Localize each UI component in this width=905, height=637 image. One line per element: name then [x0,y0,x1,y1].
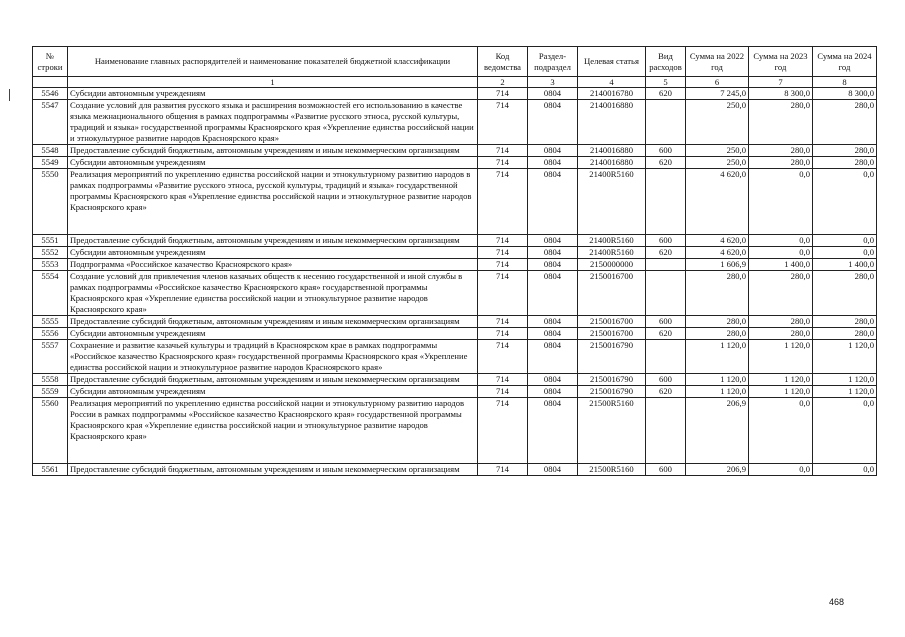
row-dept-code: 714 [478,374,528,386]
row-sum-2024: 0,0 [813,169,877,235]
row-sum-2022: 206,9 [686,464,749,476]
row-section: 0804 [528,398,578,464]
row-name: Подпрограмма «Российское казачество Красноярского края» [68,259,478,271]
row-expense-type: 600 [646,316,686,328]
row-sum-2022: 1 120,0 [686,340,749,374]
row-target-item: 2140016880 [578,100,646,145]
column-index: 8 [813,77,877,88]
row-sum-2024: 8 300,0 [813,88,877,100]
row-expense-type [646,100,686,145]
header-row-number: № строки [33,47,68,77]
table-row [33,271,877,316]
margin-mark [9,89,10,101]
row-number: 5560 [33,398,68,464]
row-dept-code: 714 [478,100,528,145]
row-dept-code: 714 [478,328,528,340]
budget-table-sheet [32,46,877,476]
table-row [33,247,877,259]
row-sum-2024: 1 120,0 [813,340,877,374]
row-sum-2023: 8 300,0 [749,88,813,100]
table-row [33,259,877,271]
row-sum-2022: 206,9 [686,398,749,464]
row-sum-2024: 280,0 [813,328,877,340]
row-sum-2022: 250,0 [686,157,749,169]
row-sum-2022: 250,0 [686,145,749,157]
row-sum-2022: 4 620,0 [686,235,749,247]
row-name: Создание условий для привлечения членов казачьих обществ к несению государственной и иной службы в рамках подпрограммы «Российское казачество Красноярского края» государственной программы Красноярского края «Укрепление единства российской нации и этнокультурное развитие народов Красноярского края» [68,271,478,316]
row-sum-2024: 0,0 [813,464,877,476]
row-target-item: 21400R5160 [578,235,646,247]
row-expense-type: 600 [646,145,686,157]
row-number: 5552 [33,247,68,259]
row-name: Создание условий для развития русского языка и расширения возможностей его использованию в качестве языка межнационального общения в рамках подпрограммы «Развитие русского этноса, русской культуры, традиций и языка» государственной программы Красноярского края «Укрепление единства российской нации и этнокультурное развитие народов Красноярского края» [68,100,478,145]
row-name: Предоставление субсидий бюджетным, автономным учреждениям и иным некоммерческим организациям [68,235,478,247]
row-name: Субсидии автономным учреждениям [68,88,478,100]
row-section: 0804 [528,374,578,386]
row-sum-2023: 0,0 [749,169,813,235]
row-number: 5550 [33,169,68,235]
row-target-item: 21500R5160 [578,398,646,464]
row-section: 0804 [528,100,578,145]
row-target-item: 21500R5160 [578,464,646,476]
row-sum-2024: 0,0 [813,398,877,464]
row-sum-2024: 1 120,0 [813,386,877,398]
table-row [33,100,877,145]
row-sum-2023: 0,0 [749,247,813,259]
table-row [33,157,877,169]
row-target-item: 21400R5160 [578,169,646,235]
row-number: 5557 [33,340,68,374]
row-target-item: 2140016880 [578,157,646,169]
row-target-item: 2150000000 [578,259,646,271]
row-section: 0804 [528,386,578,398]
table-row [33,328,877,340]
table-row [33,145,877,157]
header-section: Раздел-подраздел [528,47,578,77]
row-sum-2022: 280,0 [686,328,749,340]
table-header-row [33,47,877,77]
row-number: 5548 [33,145,68,157]
row-sum-2024: 280,0 [813,316,877,328]
header-sum-2023: Сумма на 2023 год [749,47,813,77]
row-sum-2024: 280,0 [813,157,877,169]
row-sum-2023: 1 400,0 [749,259,813,271]
table-row [33,374,877,386]
row-dept-code: 714 [478,235,528,247]
row-expense-type: 620 [646,88,686,100]
row-expense-type: 600 [646,374,686,386]
row-sum-2022: 280,0 [686,271,749,316]
row-sum-2024: 1 120,0 [813,374,877,386]
row-target-item: 2150016790 [578,386,646,398]
row-sum-2024: 1 400,0 [813,259,877,271]
row-name: Предоставление субсидий бюджетным, автономным учреждениям и иным некоммерческим организациям [68,316,478,328]
row-target-item: 2140016880 [578,145,646,157]
row-dept-code: 714 [478,316,528,328]
table-row [33,169,877,235]
column-index [33,77,68,88]
table-row [33,235,877,247]
row-sum-2022: 1 120,0 [686,386,749,398]
row-dept-code: 714 [478,247,528,259]
row-sum-2024: 280,0 [813,145,877,157]
row-number: 5553 [33,259,68,271]
row-name: Предоставление субсидий бюджетным, автономным учреждениям и иным некоммерческим организациям [68,464,478,476]
table-row [33,386,877,398]
row-dept-code: 714 [478,157,528,169]
table-row [33,398,877,464]
header-target-item: Целевая статья [578,47,646,77]
header-expense-type: Вид расходов [646,47,686,77]
table-body [33,88,877,476]
row-expense-type: 620 [646,157,686,169]
row-name: Субсидии автономным учреждениям [68,247,478,259]
column-index: 6 [686,77,749,88]
row-number: 5551 [33,235,68,247]
row-dept-code: 714 [478,271,528,316]
row-name: Субсидии автономным учреждениям [68,157,478,169]
table-row [33,316,877,328]
budget-table [32,46,877,476]
row-sum-2024: 0,0 [813,235,877,247]
row-expense-type: 620 [646,328,686,340]
row-number: 5558 [33,374,68,386]
row-target-item: 2150016790 [578,340,646,374]
row-sum-2022: 280,0 [686,316,749,328]
table-row [33,340,877,374]
header-sum-2022: Сумма на 2022 год [686,47,749,77]
row-target-item: 2150016700 [578,271,646,316]
row-name: Реализация мероприятий по укреплению единства российской нации и этнокультурному развитию народов России в рамках подпрограммы «Российское казачество Красноярского края» государственной программы Красноярского края «Укрепление единства российской нации и этнокультурное развитие народов Красноярского края» [68,398,478,464]
row-sum-2023: 1 120,0 [749,340,813,374]
row-sum-2022: 4 620,0 [686,169,749,235]
row-number: 5561 [33,464,68,476]
row-dept-code: 714 [478,386,528,398]
row-number: 5559 [33,386,68,398]
row-expense-type [646,259,686,271]
row-sum-2023: 280,0 [749,157,813,169]
table-row [33,464,877,476]
row-section: 0804 [528,259,578,271]
row-name: Предоставление субсидий бюджетным, автономным учреждениям и иным некоммерческим организациям [68,374,478,386]
column-index: 1 [68,77,478,88]
row-dept-code: 714 [478,464,528,476]
row-expense-type [646,340,686,374]
row-sum-2023: 0,0 [749,235,813,247]
header-name: Наименование главных распорядителей и наименование показателей бюджетной классификации [68,47,478,77]
row-number: 5549 [33,157,68,169]
row-section: 0804 [528,157,578,169]
row-section: 0804 [528,340,578,374]
row-dept-code: 714 [478,145,528,157]
row-sum-2022: 1 120,0 [686,374,749,386]
row-sum-2023: 280,0 [749,145,813,157]
row-sum-2023: 0,0 [749,464,813,476]
row-sum-2023: 1 120,0 [749,386,813,398]
row-number: 5556 [33,328,68,340]
row-expense-type: 620 [646,386,686,398]
row-target-item: 2150016790 [578,374,646,386]
row-section: 0804 [528,328,578,340]
page-number: 468 [829,597,845,607]
row-section: 0804 [528,464,578,476]
row-dept-code: 714 [478,340,528,374]
column-index: 5 [646,77,686,88]
row-dept-code: 714 [478,169,528,235]
table-row [33,88,877,100]
row-sum-2022: 250,0 [686,100,749,145]
row-sum-2023: 280,0 [749,328,813,340]
row-number: 5546 [33,88,68,100]
row-dept-code: 714 [478,88,528,100]
row-sum-2022: 7 245,0 [686,88,749,100]
row-sum-2022: 4 620,0 [686,247,749,259]
row-target-item: 2150016700 [578,316,646,328]
row-name: Сохранение и развитие казачьей культуры и традиций в Красноярском крае в рамках подпрограммы «Российское казачество Красноярского края» государственной программы Красноярского края «Укрепление единства российской нации и этнокультурное развитие народов Красноярского края» [68,340,478,374]
row-target-item: 21400R5160 [578,247,646,259]
row-sum-2024: 280,0 [813,100,877,145]
row-name: Субсидии автономным учреждениям [68,386,478,398]
header-sum-2024: Сумма на 2024 год [813,47,877,77]
row-section: 0804 [528,145,578,157]
row-target-item: 2140016780 [578,88,646,100]
column-index: 2 [478,77,528,88]
row-dept-code: 714 [478,398,528,464]
row-expense-type: 620 [646,247,686,259]
row-sum-2023: 280,0 [749,316,813,328]
row-expense-type [646,398,686,464]
row-section: 0804 [528,169,578,235]
column-index: 4 [578,77,646,88]
column-index: 7 [749,77,813,88]
row-section: 0804 [528,235,578,247]
row-sum-2023: 1 120,0 [749,374,813,386]
row-number: 5555 [33,316,68,328]
row-section: 0804 [528,316,578,328]
row-expense-type [646,169,686,235]
row-target-item: 2150016700 [578,328,646,340]
header-dept-code: Код ведомства [478,47,528,77]
row-sum-2024: 0,0 [813,247,877,259]
row-expense-type [646,271,686,316]
row-name: Реализация мероприятий по укреплению единства российской нации и этнокультурному развитию народов в рамках подпрограммы «Развитие русского этноса, русской культуры, традиций и языка» государственной программы Красноярского края «Укрепление единства российской нации и этнокультурное развитие народов Красноярского края» [68,169,478,235]
row-section: 0804 [528,247,578,259]
row-expense-type: 600 [646,464,686,476]
row-sum-2023: 280,0 [749,271,813,316]
row-sum-2023: 280,0 [749,100,813,145]
row-sum-2024: 280,0 [813,271,877,316]
row-dept-code: 714 [478,259,528,271]
column-index-row [33,77,877,88]
row-section: 0804 [528,271,578,316]
row-number: 5554 [33,271,68,316]
row-expense-type: 600 [646,235,686,247]
row-name: Субсидии автономным учреждениям [68,328,478,340]
row-number: 5547 [33,100,68,145]
row-sum-2023: 0,0 [749,398,813,464]
column-index: 3 [528,77,578,88]
row-sum-2022: 1 606,9 [686,259,749,271]
row-name: Предоставление субсидий бюджетным, автономным учреждениям и иным некоммерческим организациям [68,145,478,157]
row-section: 0804 [528,88,578,100]
